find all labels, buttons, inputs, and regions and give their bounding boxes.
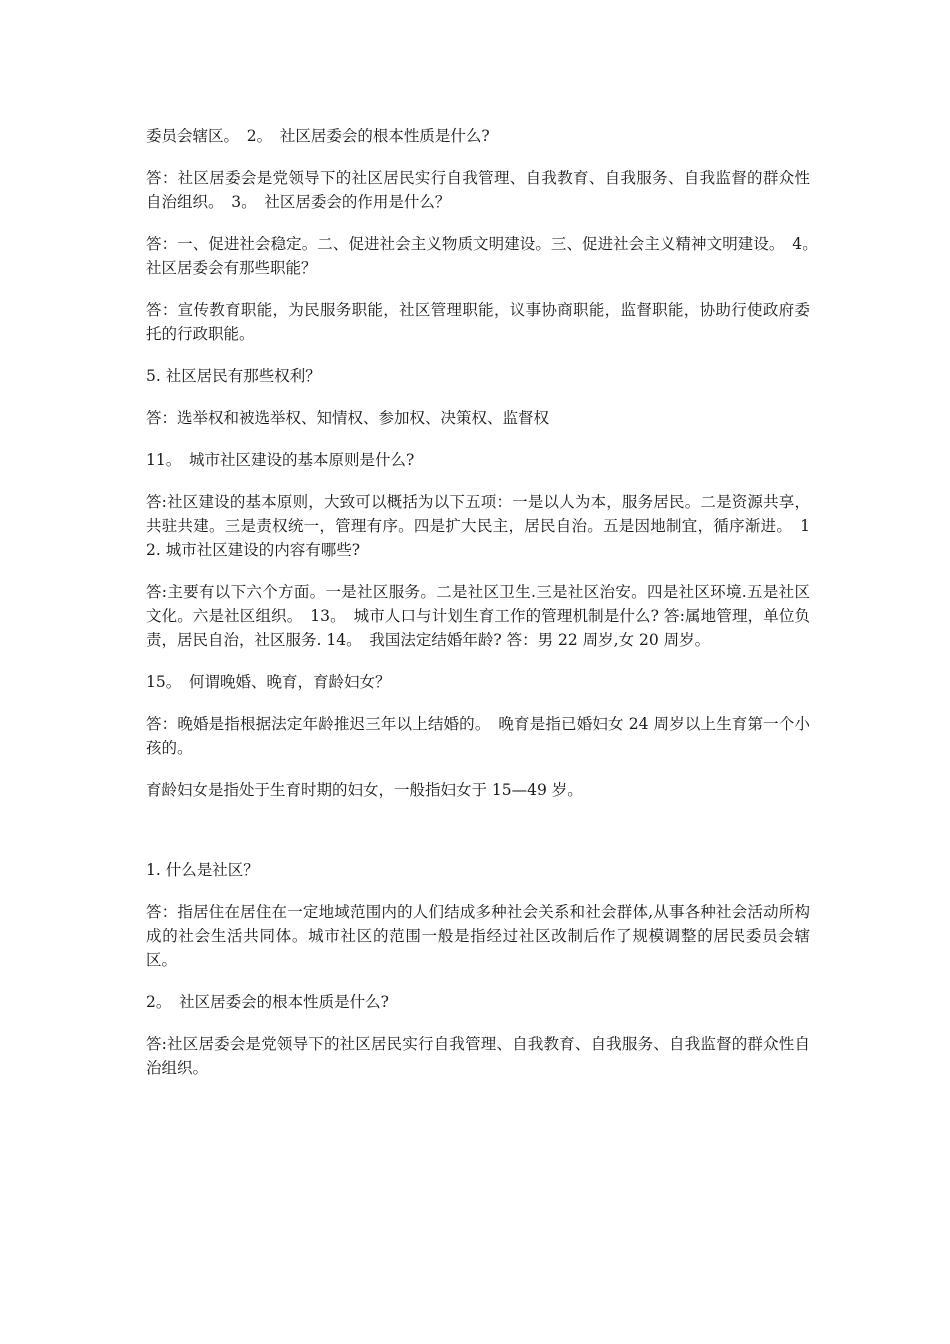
section-gap (146, 820, 810, 858)
paragraph: 答：社区居委会是党领导下的社区居民实行自我管理、自我教育、自我服务、自我监督的群众性自治组织。 3。 社区居委会的作用是什么？ (146, 169, 810, 211)
paragraph: 5. 社区居民有那些权利？ (146, 367, 321, 385)
paragraph: 答：指居住在居住在一定地域范围内的人们结成多种社会关系和社会群体,从事各种社会活动所构成的社会生活共同体。城市社区的范围一般是指经过社区改制后作了规模调整的居民委员会辖区。 (146, 903, 810, 969)
paragraph: 1. 什么是社区？ (146, 861, 259, 879)
paragraph: 2。 社区居委会的根本性质是什么? (146, 993, 389, 1011)
paragraph: 答:社区居委会是党领导下的社区居民实行自我管理、自我教育、自我服务、自我监督的群众性自治组织。 (146, 1035, 810, 1077)
paragraph: 答：晚婚是指根据法定年龄推迟三年以上结婚的。 晚育是指已婚妇女 24 周岁以上生育第一个小孩的。 (146, 715, 810, 757)
paragraph: 答：选举权和被选举权、知情权、参加权、决策权、监督权 (146, 409, 550, 427)
paragraph: 15。 何谓晚婚、晚育，育龄妇女？ (146, 673, 391, 691)
paragraph: 委员会辖区。 2。 社区居委会的根本性质是什么? (146, 127, 490, 145)
paragraph: 答:主要有以下六个方面。一是社区服务。二是社区卫生.三是社区治安。四是社区环境.五是社区文化。六是社区组织。 13。 城市人口与计划生育工作的管理机制是什么? 答:属地管理，单位负责，居民自治，社区服务. 14。 我国法定结婚年龄? 答：男 22 周岁,女 20 周岁。 (146, 583, 810, 649)
paragraph: 11。 城市社区建设的基本原则是什么? (146, 451, 415, 469)
paragraph: 育龄妇女是指处于生育时期的妇女，一般指妇女于 15—49 岁。 (146, 781, 583, 799)
paragraph: 答：一、促进社会稳定。二、促进社会主义物质文明建设。三、促进社会主义精神文明建设。 4。 社区居委会有那些职能？ (146, 235, 826, 277)
document-body (146, 124, 826, 1098)
paragraph: 答:社区建设的基本原则，大致可以概括为以下五项：一是以人为本，服务居民。二是资源共享，共驻共建。三是责权统一，管理有序。四是扩大民主，居民自治。五是因地制宜，循序渐进。 12. 城市社区建设的内容有哪些? (146, 493, 810, 559)
paragraph: 答：宣传教育职能，为民服务职能，社区管理职能，议事协商职能，监督职能，协助行使政府委托的行政职能。 (146, 301, 810, 343)
